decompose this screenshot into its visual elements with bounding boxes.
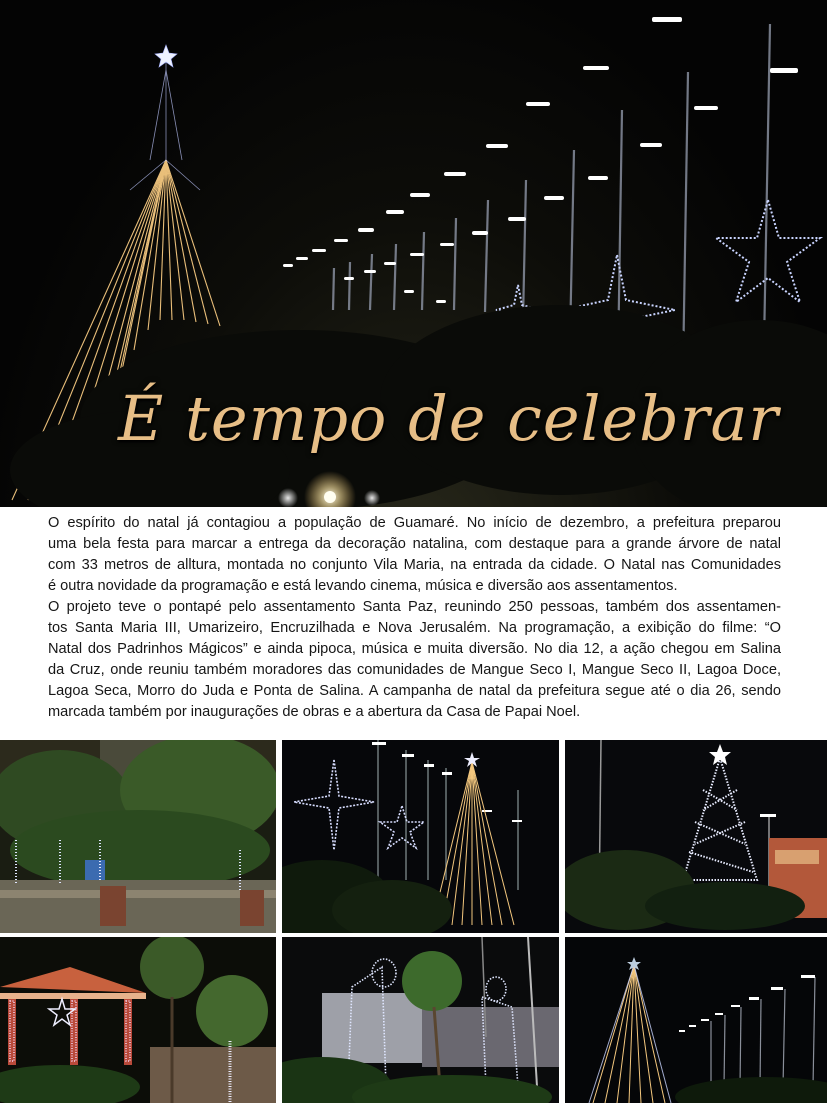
text-line: é outra novidade da programação e está levando cinema, música e diversão aos assentamentos. [48,578,678,594]
page-title: É tempo de celebrar [118,382,780,455]
gallery-photo-led-figures [282,937,559,1103]
gallery-photo-led-tree [565,740,827,933]
gallery-photo-tree-avenue [565,937,827,1103]
article-body [0,507,827,736]
avenue-scene [282,740,559,933]
led-figures-scene [282,937,559,1103]
text-line: O projeto teve o pontapé pelo assentamento Santa Paz, reunindo 250 pessoas, também dos assentamen- [48,599,781,615]
text-line: marcada também por inaugurações de obras e a abertura da Casa de Papai Noel. [48,704,581,720]
gallery-photo-avenue-tree [282,740,559,933]
gazebo-scene [0,937,276,1103]
tree-avenue-scene [565,937,827,1103]
garden-scene [0,740,276,933]
hero-photo [0,0,827,507]
text-line: Natal dos Padrinhos Mágicos” e ainda pipoca, música e muita diversão. No dia 12, a ação chegou em Salina [48,641,781,657]
gallery-photo-garden [0,740,276,933]
text-line: O espírito do natal já contagiou a população de Guamaré. No início de dezembro, a prefeitura preparou [48,515,781,531]
text-line: uma bela festa para marcar a entrega da decoração natalina, com destaque para a grande árvore de natal [48,536,781,552]
photo-gallery [0,736,827,1103]
led-tree-scene [565,740,827,933]
text-line: tos Santa Maria III, Umarizeiro, Encruzilhada e Nova Jerusalém. Na programação, a exibição do filme: “O [48,620,781,636]
text-line: da Cruz, onde reuniu também moradores das comunidades de Mangue Seco I, Mangue Seco II, Lagoa Doce, [48,662,781,678]
text-line: Lagoa Seca, Morro do Juda e Ponta de Salina. A campanha de natal da prefeitura segue até o dia 26, sendo [48,683,781,699]
gallery-photo-gazebo [0,937,276,1103]
text-line: com 33 metros de alltura, montada no conjunto Vila Maria, na entrada da cidade. O Natal nas Comunidades [48,557,781,573]
